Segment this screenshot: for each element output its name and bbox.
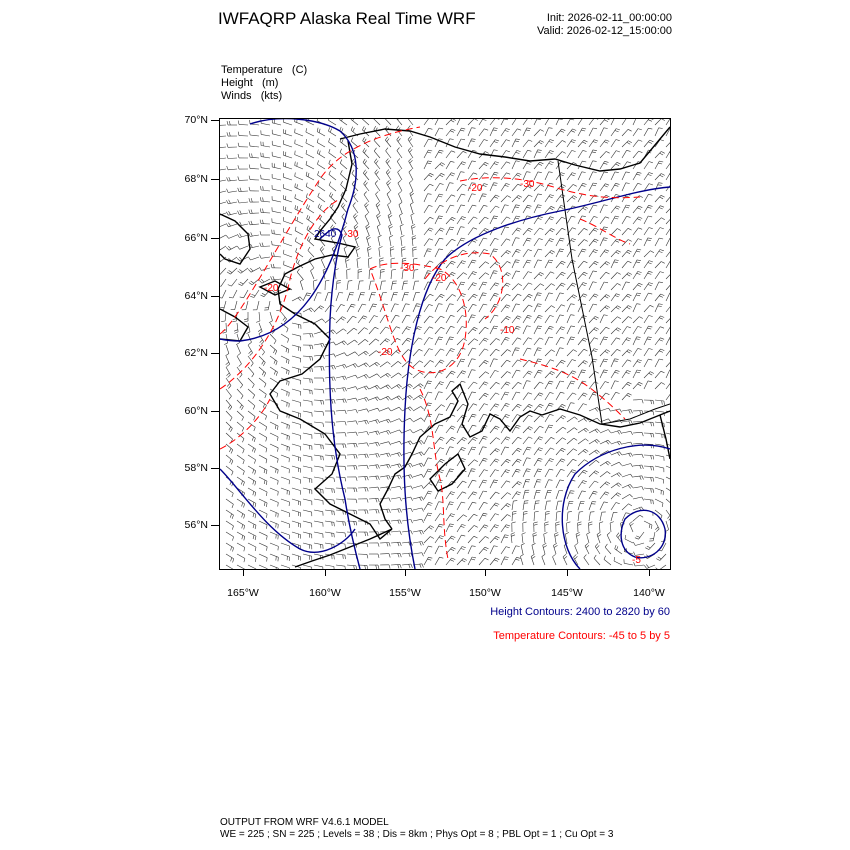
borders <box>558 161 670 424</box>
temp-contour-label: -20 <box>378 347 393 358</box>
valid-time: Valid: 2026-02-12_15:00:00 <box>537 25 672 37</box>
gulf-coast <box>542 409 670 427</box>
model-info <box>220 817 613 841</box>
lat-label-56: 56°N <box>184 519 208 531</box>
run-times <box>537 12 672 38</box>
lat-label-64: 64°N <box>184 290 208 302</box>
chukotka-south <box>220 309 248 341</box>
lat-label-68: 68°N <box>184 173 208 185</box>
lon-tick <box>485 570 486 576</box>
field-winds: Winds (kts) <box>221 90 283 102</box>
temperature-legend: Temperature Contours: -45 to 5 by 5 <box>493 630 670 642</box>
lat-tick <box>211 296 219 297</box>
field-height: Height (m) <box>221 77 279 89</box>
lon-tick <box>649 570 650 576</box>
lon-label-160: 160°W <box>309 587 341 599</box>
temperature-contours <box>220 127 640 559</box>
lon-tick <box>567 570 568 576</box>
temp-contour-label: -20 <box>432 273 447 284</box>
lat-label-70: 70°N <box>184 114 208 126</box>
temp-contour-label: -30 <box>400 263 415 274</box>
map-canvas <box>220 119 670 569</box>
height-legend: Height Contours: 2400 to 2820 by 60 <box>490 606 670 618</box>
lat-label-58: 58°N <box>184 462 208 474</box>
lon-tick <box>325 570 326 576</box>
lon-label-155: 155°W <box>389 587 421 599</box>
temp-contour-label: -30 <box>344 229 359 240</box>
init-time: Init: 2026-02-11_00:00:00 <box>546 12 672 24</box>
map-title: IWFAQRP Alaska Real Time WRF <box>218 9 476 28</box>
map-panel <box>219 118 671 570</box>
lat-tick <box>211 120 219 121</box>
model-config: WE = 225 ; SN = 225 ; Levels = 38 ; Dis = 8km ; Phys Opt = 8 ; PBL Opt = 1 ; Cu Opt = 3 <box>220 829 614 840</box>
field-temperature: Temperature (C) <box>221 64 308 76</box>
lat-tick <box>211 411 219 412</box>
lat-label-66: 66°N <box>184 232 208 244</box>
temp-contour-label: -10 <box>500 325 515 336</box>
height-contour-label: 2640 <box>314 229 337 240</box>
temperature-contour <box>520 359 625 419</box>
alaska-peninsula <box>380 384 460 529</box>
ak-canada-border <box>558 161 602 424</box>
lat-tick <box>211 179 219 180</box>
height-contour <box>320 229 360 569</box>
lon-label-150: 150°W <box>469 587 501 599</box>
lon-tick <box>243 570 244 576</box>
lat-tick <box>211 525 219 526</box>
lon-label-165: 165°W <box>227 587 259 599</box>
wind-barbs <box>220 119 670 569</box>
lon-label-140: 140°W <box>633 587 665 599</box>
temp-contour-label: -5 <box>632 555 641 566</box>
temperature-contour <box>220 199 340 389</box>
lat-label-62: 62°N <box>184 347 208 359</box>
height-contour <box>621 510 665 557</box>
lat-tick <box>211 468 219 469</box>
temp-contour-label: -20 <box>468 183 483 194</box>
model-version: OUTPUT FROM WRF V4.6.1 MODEL <box>220 817 389 828</box>
temp-contour-label: -30 <box>520 179 535 190</box>
lat-tick <box>211 238 219 239</box>
kodiak-island <box>430 454 465 491</box>
field-list <box>221 64 307 103</box>
chukotka <box>220 214 250 264</box>
lon-label-145: 145°W <box>551 587 583 599</box>
lon-tick <box>405 570 406 576</box>
lat-tick <box>211 353 219 354</box>
temp-contour-label: -20 <box>264 283 279 294</box>
panhandle <box>660 415 670 459</box>
temperature-contour <box>420 389 448 559</box>
lat-label-60: 60°N <box>184 405 208 417</box>
